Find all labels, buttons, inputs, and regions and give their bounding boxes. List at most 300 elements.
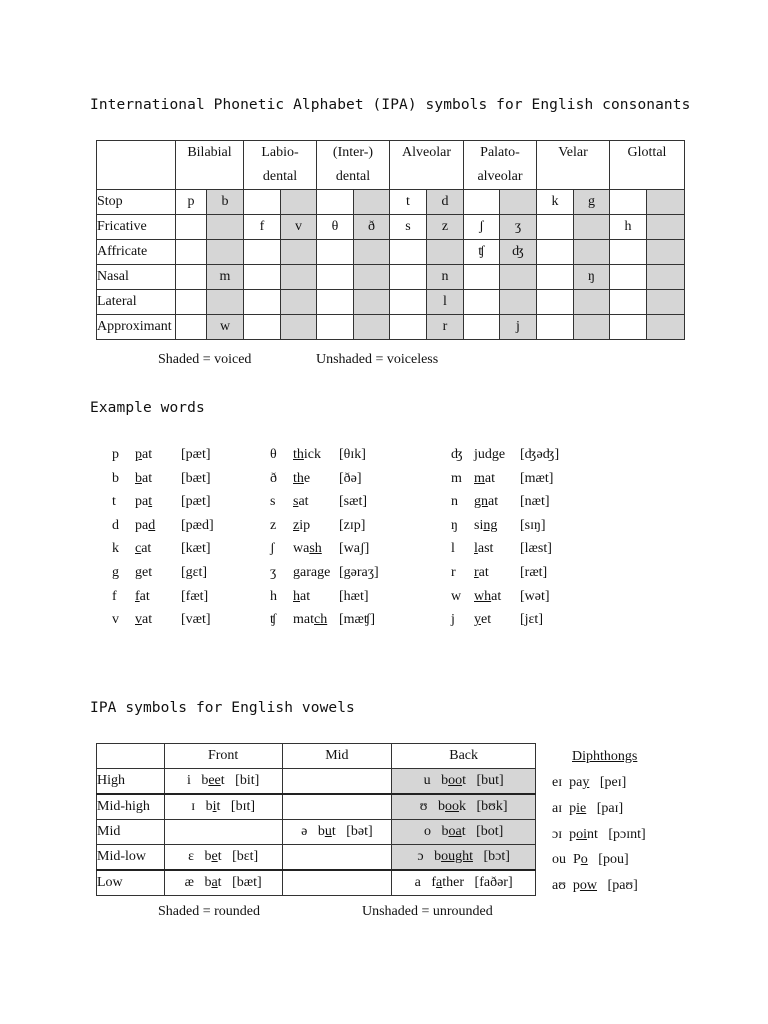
underlined-letters: u bbox=[324, 824, 332, 839]
consonant-cell bbox=[176, 290, 207, 315]
consonants-title: International Phonetic Alphabet (IPA) symbols for English consonants bbox=[90, 97, 691, 113]
vowel-cell bbox=[164, 769, 282, 795]
underlined-letters: v bbox=[135, 612, 142, 628]
example-transcription: [læst] bbox=[520, 541, 552, 557]
example-transcription: [wət] bbox=[520, 588, 550, 604]
example-transcription: [næt] bbox=[520, 494, 550, 510]
consonant-cell bbox=[354, 240, 390, 265]
consonant-cell bbox=[354, 190, 390, 215]
consonant-cell bbox=[610, 240, 647, 265]
example-word: pad bbox=[135, 517, 156, 533]
underlined-letters: th bbox=[293, 447, 304, 462]
example-transcription: [pæt] bbox=[181, 494, 211, 510]
example-word: thick bbox=[293, 447, 321, 462]
manner-label: Stop bbox=[97, 190, 176, 215]
consonant-cell: j bbox=[500, 315, 537, 340]
consonant-cell bbox=[317, 290, 354, 315]
place-header-line2: dental bbox=[262, 169, 298, 184]
vowel-cell bbox=[282, 769, 392, 795]
consonant-cell: h bbox=[610, 215, 647, 240]
example-symbol: r bbox=[451, 565, 456, 580]
vowel-symbol: ʊ bbox=[419, 799, 428, 814]
vowel-transcription: [bɛt] bbox=[232, 849, 259, 864]
underlined-letters: l bbox=[474, 541, 478, 557]
underlined-letters: f bbox=[135, 588, 140, 604]
consonant-cell: ʧ bbox=[464, 240, 500, 265]
example-transcription: [waʃ] bbox=[339, 541, 370, 557]
example-word: bat bbox=[135, 470, 153, 486]
example-transcription: [fæt] bbox=[181, 588, 209, 604]
underlined-letters: gn bbox=[474, 494, 488, 510]
underlined-letters: ee bbox=[208, 773, 221, 788]
height-label: Low bbox=[97, 870, 165, 896]
consonant-cell bbox=[610, 315, 647, 340]
example-symbol: f bbox=[112, 588, 117, 604]
height-label: Mid bbox=[97, 820, 165, 845]
vowel-row bbox=[97, 769, 536, 795]
example-symbol: h bbox=[270, 588, 277, 604]
place-header-line2: alveolar bbox=[477, 169, 523, 184]
corner-cell bbox=[97, 141, 176, 190]
underlined-letters: j bbox=[474, 447, 478, 462]
underlined-letters: z bbox=[293, 517, 300, 533]
vowel-cell bbox=[392, 870, 536, 896]
vowel-word: book bbox=[437, 799, 466, 814]
consonant-cell: z bbox=[427, 215, 464, 240]
vowel-word: bought bbox=[434, 849, 473, 864]
underlined-letters: wh bbox=[474, 588, 492, 604]
place-header-line1: Labio- bbox=[261, 145, 299, 160]
consonant-cell bbox=[647, 290, 685, 315]
consonant-cell bbox=[464, 190, 500, 215]
manner-label: Fricative bbox=[97, 215, 176, 240]
vowel-cell bbox=[392, 820, 536, 845]
vowel-word: bat bbox=[204, 875, 222, 890]
example-transcription: [ðə] bbox=[339, 470, 362, 486]
vowel-transcription: [bɔt] bbox=[483, 849, 510, 864]
consonant-cell bbox=[281, 190, 317, 215]
example-transcription: [gɛt] bbox=[181, 565, 208, 580]
example-transcription: [ræt] bbox=[520, 565, 548, 580]
consonant-cell bbox=[207, 290, 244, 315]
diphthong-transcription: [pɔɪnt] bbox=[608, 826, 646, 842]
example-transcription: [pæt] bbox=[181, 447, 211, 462]
consonant-cell bbox=[354, 290, 390, 315]
consonant-cell bbox=[537, 290, 574, 315]
example-symbol: ŋ bbox=[451, 517, 458, 533]
underlined-letters: ought bbox=[441, 849, 473, 864]
place-header-line1: Alveolar bbox=[402, 145, 451, 160]
vowel-word: bet bbox=[204, 849, 222, 864]
example-word: fat bbox=[135, 588, 150, 604]
consonant-cell bbox=[610, 290, 647, 315]
consonant-cell bbox=[537, 240, 574, 265]
consonant-cell bbox=[390, 290, 427, 315]
manner-label: Affricate bbox=[97, 240, 176, 265]
vowel-row bbox=[97, 845, 536, 871]
consonant-cell bbox=[281, 240, 317, 265]
underlined-letters: oo bbox=[444, 799, 459, 814]
vowel-symbol: ə bbox=[301, 824, 308, 839]
vowel-cell bbox=[164, 870, 282, 896]
underlined-letters: sh bbox=[309, 541, 322, 557]
underlined-letters: e bbox=[211, 849, 218, 864]
example-symbol: n bbox=[451, 494, 458, 510]
consonant-legend-shaded: Shaded = voiced bbox=[158, 352, 252, 367]
consonant-cell bbox=[537, 265, 574, 290]
consonant-cell bbox=[176, 215, 207, 240]
example-transcription: [θɪk] bbox=[339, 447, 366, 462]
diphthong-entry bbox=[552, 827, 646, 843]
example-transcription: [kæt] bbox=[181, 541, 211, 557]
example-symbol: w bbox=[451, 588, 462, 604]
consonant-row bbox=[97, 215, 685, 240]
example-transcription: [gəraʒ] bbox=[339, 565, 379, 580]
example-symbol: l bbox=[451, 541, 455, 557]
vowel-symbol: æ bbox=[184, 875, 194, 890]
underlined-letters: oa bbox=[448, 824, 462, 839]
example-word: pat bbox=[135, 447, 153, 462]
diphthong-symbol: aʊ bbox=[552, 878, 566, 894]
example-word: yet bbox=[474, 612, 492, 628]
underlined-letters: th bbox=[293, 470, 304, 486]
underlined-letters: g bbox=[135, 565, 142, 580]
example-word: hat bbox=[293, 588, 311, 604]
underlined-letters: r bbox=[474, 565, 479, 580]
consonant-cell bbox=[427, 240, 464, 265]
vowel-transcription: [bot] bbox=[476, 824, 504, 839]
consonant-cell bbox=[574, 290, 610, 315]
example-word: sat bbox=[293, 494, 309, 510]
manner-label: Approximant bbox=[97, 315, 176, 340]
vowel-cell bbox=[164, 820, 282, 845]
consonant-cell bbox=[574, 215, 610, 240]
vowel-transcription: [bʊk] bbox=[476, 799, 508, 814]
place-header-line1: Velar bbox=[558, 145, 588, 160]
underlined-letters: a bbox=[211, 875, 218, 890]
consonant-cell bbox=[244, 315, 281, 340]
example-word: mat bbox=[474, 470, 495, 486]
example-symbol: k bbox=[112, 541, 119, 557]
consonant-cell bbox=[281, 290, 317, 315]
underlined-letters: c bbox=[135, 541, 142, 557]
vowel-cell bbox=[392, 794, 536, 820]
consonant-cell bbox=[610, 190, 647, 215]
consonant-cell: v bbox=[281, 215, 317, 240]
manner-label: Lateral bbox=[97, 290, 176, 315]
vowel-word: father bbox=[431, 875, 465, 890]
vowel-transcription: [bɪt] bbox=[230, 799, 256, 814]
example-word: gnat bbox=[474, 494, 499, 510]
place-header bbox=[244, 141, 317, 190]
vowel-column-header: Back bbox=[392, 744, 536, 769]
consonant-cell bbox=[390, 240, 427, 265]
example-symbol: m bbox=[451, 470, 462, 486]
diphthong-word: pie bbox=[569, 800, 587, 816]
diphthong-symbol: ou bbox=[552, 852, 566, 868]
vowel-row bbox=[97, 794, 536, 820]
consonant-cell bbox=[317, 240, 354, 265]
consonant-cell bbox=[574, 240, 610, 265]
vowel-row bbox=[97, 820, 536, 845]
diphthong-entry bbox=[552, 775, 626, 791]
diphthong-entry bbox=[552, 852, 629, 868]
consonant-cell: p bbox=[176, 190, 207, 215]
underlined-letters: ng bbox=[483, 517, 498, 533]
example-transcription: [mæʧ] bbox=[339, 612, 375, 628]
consonant-cell bbox=[647, 265, 685, 290]
place-header bbox=[610, 141, 685, 190]
example-symbol: b bbox=[112, 470, 119, 486]
consonant-cell bbox=[317, 190, 354, 215]
vowel-row bbox=[97, 870, 536, 896]
vowel-word: boat bbox=[441, 824, 466, 839]
consonant-cell: f bbox=[244, 215, 281, 240]
consonant-cell bbox=[390, 265, 427, 290]
consonant-cell: s bbox=[390, 215, 427, 240]
example-transcription: [ʤəʤ] bbox=[520, 447, 560, 462]
diphthong-word: point bbox=[569, 826, 598, 842]
consonant-cell bbox=[281, 315, 317, 340]
place-header bbox=[464, 141, 537, 190]
consonant-cell: ʒ bbox=[500, 215, 537, 240]
vowel-cell bbox=[282, 845, 392, 871]
consonant-cell bbox=[317, 265, 354, 290]
vowel-symbol: i bbox=[186, 773, 191, 788]
example-word: garage bbox=[293, 565, 331, 580]
vowel-transcription: [but] bbox=[476, 773, 504, 788]
example-word: vat bbox=[135, 612, 153, 628]
consonant-cell bbox=[464, 290, 500, 315]
consonant-cell bbox=[207, 240, 244, 265]
consonant-cell: w bbox=[207, 315, 244, 340]
example-symbol: ʧ bbox=[270, 612, 277, 628]
vowel-word: boot bbox=[441, 773, 466, 788]
vowel-column-header: Mid bbox=[282, 744, 392, 769]
example-symbol: θ bbox=[270, 447, 277, 462]
example-transcription: [mæt] bbox=[520, 470, 554, 486]
consonant-cell bbox=[537, 315, 574, 340]
underlined-letters: ow bbox=[579, 878, 598, 894]
diphthong-entry bbox=[552, 801, 623, 817]
consonant-cell bbox=[537, 215, 574, 240]
consonant-cell bbox=[647, 315, 685, 340]
vowel-word: beet bbox=[201, 773, 225, 788]
underlined-letters: p bbox=[135, 447, 142, 462]
example-symbol: ʒ bbox=[270, 565, 277, 580]
vowel-header-row bbox=[97, 744, 536, 769]
consonant-cell bbox=[354, 265, 390, 290]
vowel-cell bbox=[282, 794, 392, 820]
underlined-letters: oo bbox=[448, 773, 463, 788]
example-word: get bbox=[135, 565, 153, 580]
consonant-cell bbox=[647, 215, 685, 240]
consonant-cell bbox=[500, 190, 537, 215]
example-symbol: g bbox=[112, 565, 119, 580]
example-word: last bbox=[474, 541, 494, 557]
diphthong-symbol: eɪ bbox=[552, 775, 563, 790]
consonant-cell bbox=[244, 265, 281, 290]
diphthong-transcription: [paɪ] bbox=[596, 800, 624, 816]
consonant-cell bbox=[176, 265, 207, 290]
vowel-symbol: ɛ bbox=[188, 849, 194, 864]
diphthongs-title: Diphthongs bbox=[572, 749, 638, 764]
place-header-line1: Palato- bbox=[480, 145, 520, 160]
place-header bbox=[390, 141, 464, 190]
example-transcription: [bæt] bbox=[181, 470, 211, 486]
consonant-cell bbox=[244, 190, 281, 215]
example-word: sing bbox=[474, 517, 498, 533]
consonant-row bbox=[97, 240, 685, 265]
vowel-cell bbox=[164, 845, 282, 871]
vowel-legend-unshaded: Unshaded = unrounded bbox=[362, 904, 493, 919]
underlined-letters: y bbox=[582, 775, 590, 790]
manner-label: Nasal bbox=[97, 265, 176, 290]
diphthong-entry bbox=[552, 878, 638, 894]
consonant-cell: θ bbox=[317, 215, 354, 240]
place-header-line1: (Inter-) bbox=[332, 145, 374, 160]
consonant-cell bbox=[207, 215, 244, 240]
underlined-letters: b bbox=[135, 470, 142, 486]
consonant-table bbox=[96, 140, 685, 340]
vowel-cell bbox=[392, 845, 536, 871]
example-transcription: [zɪp] bbox=[339, 517, 366, 533]
example-word: zip bbox=[293, 517, 311, 533]
consonant-cell bbox=[500, 265, 537, 290]
underlined-letters: h bbox=[293, 588, 300, 604]
diphthong-transcription: [pou] bbox=[598, 852, 629, 868]
example-transcription: [hæt] bbox=[339, 588, 369, 604]
vowel-transcription: [faðər] bbox=[474, 875, 513, 890]
vowel-cell bbox=[282, 820, 392, 845]
consonant-cell: k bbox=[537, 190, 574, 215]
consonant-cell bbox=[244, 240, 281, 265]
diphthong-symbol: ɔɪ bbox=[552, 826, 563, 842]
examples-title: Example words bbox=[90, 400, 205, 416]
diphthong-word: pow bbox=[572, 878, 598, 894]
vowel-symbol: ɪ bbox=[191, 799, 196, 814]
consonant-cell: ʃ bbox=[464, 215, 500, 240]
vowel-symbol: u bbox=[423, 773, 431, 788]
consonant-cell: d bbox=[427, 190, 464, 215]
vowel-symbol: ɔ bbox=[417, 849, 424, 864]
vowel-cell bbox=[282, 870, 392, 896]
example-symbol: s bbox=[270, 494, 276, 510]
consonant-cell: g bbox=[574, 190, 610, 215]
height-label: High bbox=[97, 769, 165, 795]
example-symbol: ʤ bbox=[451, 447, 463, 462]
consonant-cell bbox=[390, 315, 427, 340]
consonant-cell bbox=[176, 240, 207, 265]
underlined-letters: oi bbox=[576, 826, 587, 842]
vowel-transcription: [bət] bbox=[346, 824, 373, 839]
underlined-letters: t bbox=[148, 494, 153, 510]
example-symbol: ð bbox=[270, 470, 277, 486]
vowel-transcription: [bit] bbox=[235, 773, 260, 788]
consonant-cell: n bbox=[427, 265, 464, 290]
consonant-cell bbox=[647, 240, 685, 265]
example-transcription: [jɛt] bbox=[520, 612, 543, 628]
place-header bbox=[537, 141, 610, 190]
underlined-letters: ie bbox=[576, 800, 587, 816]
underlined-letters: a bbox=[436, 875, 443, 890]
example-word: match bbox=[293, 612, 328, 628]
height-label: Mid-low bbox=[97, 845, 165, 871]
consonant-cell: m bbox=[207, 265, 244, 290]
consonant-cell: t bbox=[390, 190, 427, 215]
example-symbol: z bbox=[270, 517, 277, 533]
example-word: what bbox=[474, 588, 502, 604]
example-symbol: j bbox=[451, 612, 455, 628]
example-word: the bbox=[293, 470, 311, 486]
example-word: wash bbox=[293, 541, 322, 557]
consonant-cell bbox=[610, 265, 647, 290]
consonant-row bbox=[97, 265, 685, 290]
consonant-row bbox=[97, 290, 685, 315]
example-word: pat bbox=[135, 494, 153, 510]
vowels-title: IPA symbols for English vowels bbox=[90, 700, 355, 716]
diphthong-word: Po bbox=[573, 852, 588, 868]
example-symbol: p bbox=[112, 447, 119, 462]
example-symbol: v bbox=[112, 612, 119, 628]
example-symbol: ʃ bbox=[270, 541, 275, 557]
consonant-cell bbox=[281, 265, 317, 290]
consonant-cell bbox=[354, 315, 390, 340]
vowel-symbol: o bbox=[423, 824, 431, 839]
example-word: judge bbox=[474, 447, 506, 462]
example-word: rat bbox=[474, 565, 489, 580]
underlined-letters: i bbox=[212, 799, 217, 814]
consonant-cell: b bbox=[207, 190, 244, 215]
consonant-cell bbox=[500, 290, 537, 315]
underlined-letters: g bbox=[317, 565, 325, 580]
example-transcription: [væt] bbox=[181, 612, 211, 628]
consonant-legend-unshaded: Unshaded = voiceless bbox=[316, 352, 439, 367]
diphthong-transcription: [paʊ] bbox=[607, 878, 638, 894]
height-label: Mid-high bbox=[97, 794, 165, 820]
diphthong-symbol: aɪ bbox=[552, 800, 563, 816]
example-transcription: [pæd] bbox=[181, 517, 214, 533]
vowel-cell bbox=[392, 769, 536, 795]
example-transcription: [sæt] bbox=[339, 494, 367, 510]
example-symbol: d bbox=[112, 517, 119, 533]
consonant-cell bbox=[244, 290, 281, 315]
consonant-cell: r bbox=[427, 315, 464, 340]
example-transcription: [sɪŋ] bbox=[520, 517, 546, 533]
underlined-letters: y bbox=[474, 612, 481, 628]
example-symbol: t bbox=[112, 494, 116, 510]
consonant-cell bbox=[464, 315, 500, 340]
consonant-cell: l bbox=[427, 290, 464, 315]
underlined-letters: m bbox=[474, 470, 485, 486]
consonant-cell: ŋ bbox=[574, 265, 610, 290]
consonant-cell: ð bbox=[354, 215, 390, 240]
place-header-line2: dental bbox=[335, 169, 371, 184]
vowel-column-header: Front bbox=[164, 744, 282, 769]
diphthong-word: pay bbox=[569, 775, 590, 790]
place-header bbox=[317, 141, 390, 190]
underlined-letters: d bbox=[148, 517, 156, 533]
consonant-cell bbox=[574, 315, 610, 340]
vowel-word: but bbox=[317, 824, 336, 839]
place-header-line1: Bilabial bbox=[187, 145, 232, 160]
underlined-letters: ch bbox=[314, 612, 328, 628]
vowel-cell bbox=[164, 794, 282, 820]
consonant-cell bbox=[464, 265, 500, 290]
vowel-table bbox=[96, 743, 536, 896]
example-word: cat bbox=[135, 541, 152, 557]
consonant-row bbox=[97, 190, 685, 215]
